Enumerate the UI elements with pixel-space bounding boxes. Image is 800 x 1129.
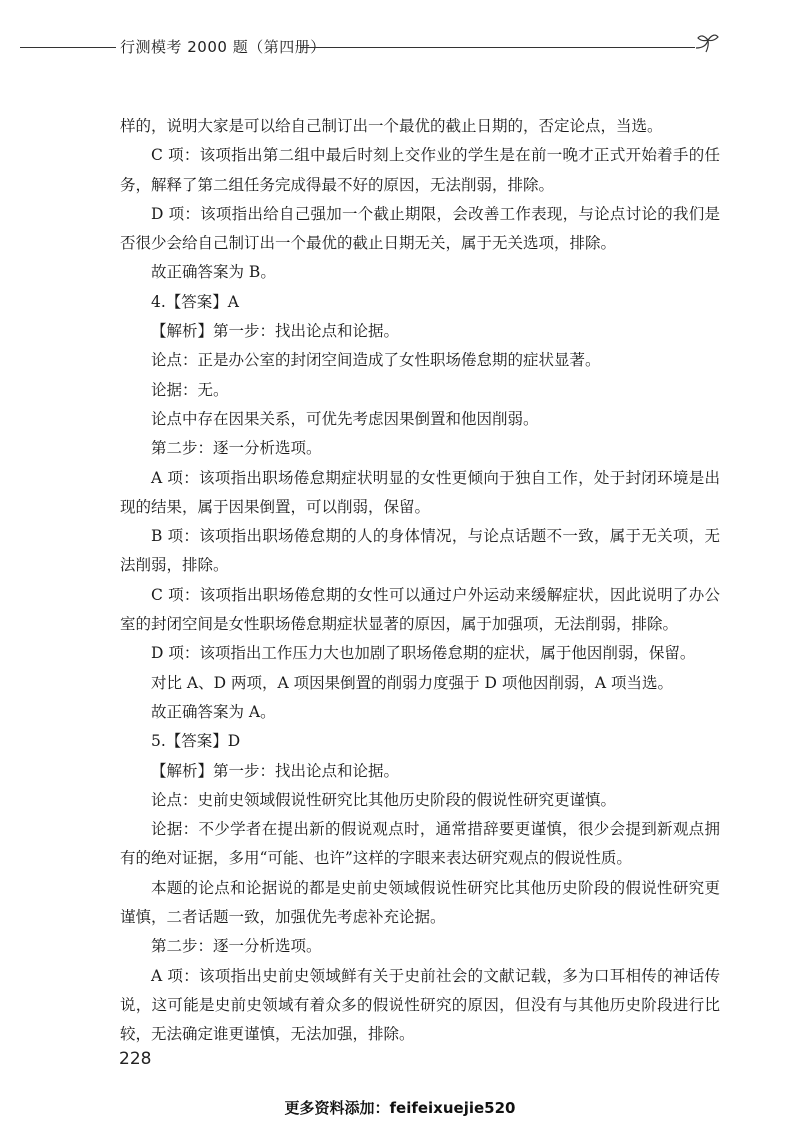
paragraph-option-c: C 项：该项指出第二组中最后时刻上交作业的学生是在前一晚才正式开始着手的任务，解释了第二组任务完成得最不好的原因，无法削弱，排除。 xyxy=(120,146,720,194)
paragraph-analysis-heading: 【解析】第一步：找出论点和论据。 xyxy=(151,322,400,341)
paragraph-option-a: A 项：该项指出史前史领域鲜有关于史前社会的文献记载，多为口耳相传的神话传说，这可能是史前史领域有着众多的假说性研究的原因，但没有与其他历史阶段进行比较，无法确定谁更谨慎，无法加强，排除。 xyxy=(120,966,720,1044)
sprout-icon xyxy=(692,30,720,58)
running-header xyxy=(0,30,800,60)
paragraph-thesis: 论点：史前史领域假说性研究比其他历史阶段的假说性研究更谨慎。 xyxy=(151,790,617,809)
paragraph-step-two: 第二步：逐一分析选项。 xyxy=(151,937,322,956)
paragraph-answer-heading: 4.【答案】A xyxy=(151,292,239,311)
paragraph-comparison: 对比 A、D 两项，A 项因果倒置的削弱力度强于 D 项他因削弱，A 项当选。 xyxy=(151,673,673,692)
paragraph-option-b: B 项：该项指出职场倦怠期的人的身体情况，与论点话题不一致，属于无关项，无法削弱，排除。 xyxy=(120,527,720,575)
paragraph-note: 论点中存在因果关系，可优先考虑因果倒置和他因削弱。 xyxy=(151,409,539,428)
paragraph-option-d: D 项：该项指出给自己强加一个截止期限，会改善工作表现，与论点讨论的我们是否很少会给自己制订出一个最优的截止日期无关，属于无关选项，排除。 xyxy=(120,204,720,253)
paragraph-answer-conclusion: 故正确答案为 B。 xyxy=(151,263,276,282)
header-rule-left xyxy=(20,47,116,48)
paragraph-evidence: 论据：无。 xyxy=(151,380,229,399)
paragraph-thesis: 论点：正是办公室的封闭空间造成了女性职场倦怠期的症状显著。 xyxy=(151,351,601,370)
paragraph-note: 本题的论点和论据说的都是史前史领域假说性研究比其他历史阶段的假说性研究更谨慎，二者话题一致，加强优先考虑补充论据。 xyxy=(120,878,720,927)
body-text xyxy=(120,112,720,1050)
paragraph-evidence: 论据：不少学者在提出新的假说观点时，通常措辞要更谨慎，很少会提到新观点拥有的绝对证据，多用“可能、也许”这样的字眼来表达研究观点的假说性质。 xyxy=(120,820,720,868)
header-rule-right xyxy=(300,47,695,48)
paragraph-analysis-heading: 【解析】第一步：找出论点和论据。 xyxy=(151,761,400,780)
paragraph-option-a: A 项：该项指出职场倦怠期症状明显的女性更倾向于独自工作，处于封闭环境是出现的结果，属于因果倒置，可以削弱，保留。 xyxy=(120,468,720,516)
paragraph-continuation: 样的，说明大家是可以给自己制订出一个最优的截止日期的，否定论点，当选。 xyxy=(120,117,663,135)
book-title: 行测模考 2000 题（第四册） xyxy=(120,38,326,56)
paragraph-option-c: C 项：该项指出职场倦怠期的女性可以通过户外运动来缓解症状，因此说明了办公室的封闭空间是女性职场倦怠期症状显著的原因，属于加强项，无法削弱，排除。 xyxy=(120,585,720,634)
footer-contact-note: 更多资料添加：feifeixuejie520 xyxy=(284,1099,516,1117)
page-number: 228 xyxy=(119,1049,152,1069)
paragraph-answer-conclusion: 故正确答案为 A。 xyxy=(151,702,276,721)
paragraph-answer-heading: 5.【答案】D xyxy=(151,732,241,751)
paragraph-option-d: D 项：该项指出工作压力大也加剧了职场倦怠期的症状，属于他因削弱，保留。 xyxy=(151,644,696,663)
paragraph-step-two: 第二步：逐一分析选项。 xyxy=(151,439,322,458)
